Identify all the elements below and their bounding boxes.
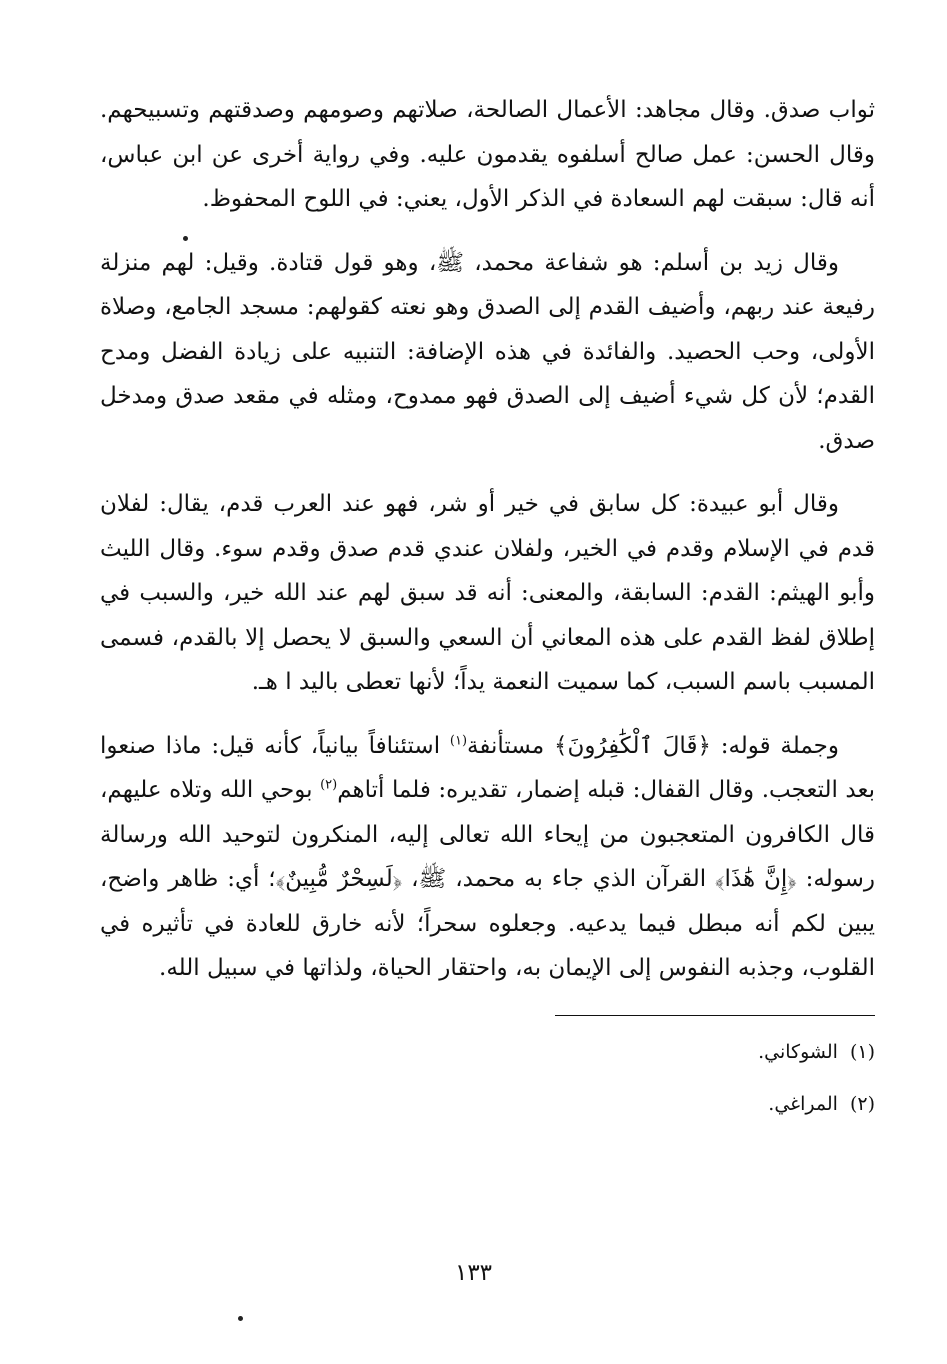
footnote-2 [100,1090,875,1118]
paragraph-3: وقال أبو عبيدة: كل سابق في خير أو شر، فهو عند العرب قدم، يقال: لفلان قدم في الإسلام وقدم في الخير، ولفلان عندي قدم صدق وقدم سوء. وقال الليث وأبو الهيثم: القدم: السابقة، والمعنى: أنه قد سبق لهم عند الله خير، والسبب في إطلاق لفظ القدم على هذه المعاني أن السعي والسبق لا يحصل إلا بالقدم، فسمى المسبب باسم السبب، كما سميت النعمة يداً؛ لأنها تعطى باليد ا هـ. [100,491,875,695]
footnote-1-text: الشوكاني. [758,1040,838,1063]
paragraph-4 [100,724,875,991]
paragraph-4-part-2: استئنافاً بيانياً، كأنه قيل: ماذا صنعوا بعد التعجب. وقال القفال: قبله إضمار، تقديره: فلما أتاهم [100,732,875,803]
paragraph-4-part-1: وجملة قوله: ﴿قَالَ ٱلْكَٰفِرُونَ﴾ مستأنفة [467,732,840,759]
paragraph-4-part-3: بوحي الله وتلاه عليهم، قال الكافرون المتعجبون من إيحاء الله تعالى إليه، المنكرون لتوحيد الله ورسالة رسوله: ﴿إِنَّ هَٰذَا﴾ القرآن الذي جاء به محمد، ﷺ، ﴿لَسِحْرٌ مُّبِينٌ﴾؛ أي: ظاهر واضح، يبين لكم أنه مبطل فيما يدعيه. وجعلوه سحراً؛ لأنه خارق للعادة في تأثيره في القلوب، وجذبه النفوس إلى الإيمان به، واحتقار الحياة، ولذاتها في سبيل الله. [100,777,875,981]
speck-mark [183,236,188,241]
footnote-divider [555,1015,875,1016]
footnote-2-text: المراغي. [768,1092,838,1115]
paragraph-1: ثواب صدق. وقال مجاهد: الأعمال الصالحة، صلاتهم وصومهم وصدقتهم وتسبيحهم. وقال الحسن: عمل صالح أسلفوه يقدمون عليه. وفي رواية أخرى عن ابن عباس، أنه قال: سبقت لهم السعادة في الذكر الأول، يعني: في اللوح المحفوظ. [100,97,875,212]
paragraph-2: وقال زيد بن أسلم: هو شفاعة محمد، ﷺ، وهو قول قتادة. وقيل: لهم منزلة رفيعة عند ربهم، وأضيف القدم إلى الصدق وهو نعته كقولهم: مسجد الجامع، وصلاة الأولى، وحب الحصيد. والفائدة في هذه الإضافة: التنبيه على زيادة الفضل ومدح القدم؛ لأن كل شيء أضيف إلى الصدق فهو ممدوح، ومثله في مقعد صدق ومدخل صدق. [100,249,875,454]
footnote-2-number: (٢) [849,1092,875,1115]
footnote-ref-1: (١) [449,732,468,748]
speck-mark [238,1316,243,1321]
footnote-1-number: (١) [849,1040,875,1063]
footnote-ref-2: (٢) [320,777,338,793]
footnote-1 [100,1038,875,1066]
page-number: ١٣٣ [454,1260,493,1286]
